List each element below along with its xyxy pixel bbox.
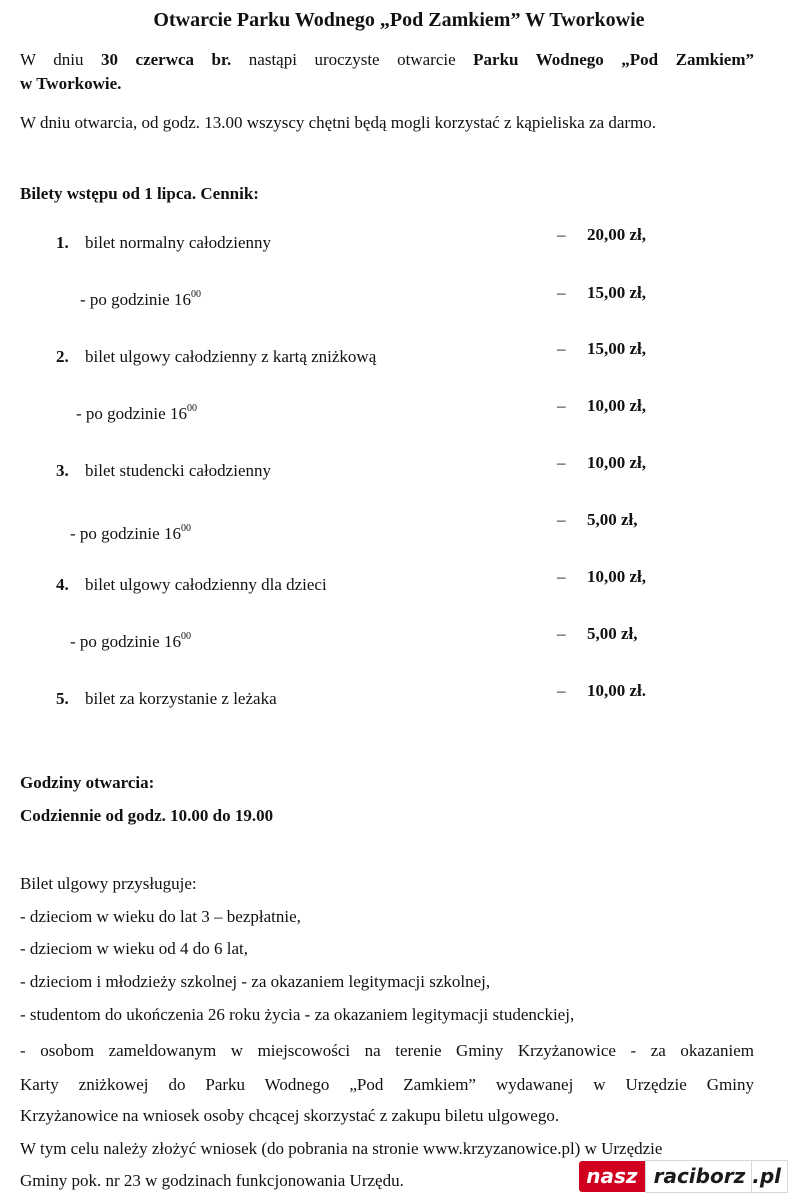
intro-paragraph: W dniu 30 czerwca br. nastąpi uroczyste otwarcie Parku Wodnego „Pod Zamkiem”	[20, 50, 755, 69]
ticket-row-label: 2. bilet ulgowy całodzienny z kartą zniżkową	[56, 347, 377, 366]
discount-item: - dzieciom w wieku do lat 3 – bezpłatnie,	[20, 907, 301, 926]
ticket-row-label: 3. bilet studencki całodzienny	[56, 461, 271, 480]
after-16-price: – 15,00 zł,	[557, 283, 647, 302]
discount-heading: Bilet ulgowy przysługuje:	[20, 874, 197, 893]
discount-item: - dzieciom i młodzieży szkolnej - za okazaniem legitymacji szkolnej,	[20, 972, 491, 991]
ticket-row-price: – 20,00 zł,	[557, 225, 647, 244]
after-16-label: - po godzinie $16^{00}$	[80, 289, 201, 309]
discount-item: - dzieciom w wieku od 4 do 6 lat,	[20, 939, 249, 958]
ticket-row-price: – 10,00 zł.	[557, 681, 647, 700]
discount-item: - osobom zameldowanym w miejscowości na terenie Gminy Krzyżanowice - za okazaniem	[20, 1041, 754, 1060]
after-16-label: - po godzinie $16^{00}$	[76, 403, 197, 423]
after-16-price: – 5,00 zł,	[557, 624, 638, 643]
after-16-label: - po godzinie $16^{00}$	[70, 523, 191, 543]
ticket-row-price: – 15,00 zł,	[557, 339, 647, 358]
after-16-label: - po godzinie $16^{00}$	[70, 631, 191, 651]
after-16-price: – 10,00 zł,	[557, 396, 647, 415]
after-16-price: – 5,00 zł,	[557, 510, 638, 529]
ticket-row-label: 1. bilet normalny całodzienny	[56, 233, 271, 252]
intro-paragraph-end: w Tworkowie.	[20, 74, 122, 93]
free-entry-note: W dniu otwarcia, od godz. 13.00 wszyscy chętni będą mogli korzystać z kąpieliska za darmo.	[20, 113, 657, 132]
ticket-row-label: 4. bilet ulgowy całodzienny dla dzieci	[56, 575, 327, 594]
ticket-row-price: – 10,00 zł,	[557, 453, 647, 472]
site-logo: nasz raciborz .pl	[579, 1160, 788, 1192]
discount-item: Karty zniżkowej do Parku Wodnego „Pod Zamkiem” wydawanej w Urzędzie Gminy	[20, 1075, 754, 1094]
discount-item: Krzyżanowice na wniosek osoby chcącej skorzystać z zakupu biletu ulgowego.	[20, 1106, 560, 1125]
application-note: Gminy pok. nr 23 w godzinach funkcjonowania Urzędu.	[20, 1171, 404, 1190]
opening-hours-heading: Godziny otwarcia:	[20, 773, 155, 792]
ticket-row-label: 5. bilet za korzystanie z leżaka	[56, 689, 277, 708]
application-note: W tym celu należy złożyć wniosek (do pobrania na stronie www.krzyzanowice.pl) w Urzędzie	[20, 1139, 663, 1158]
discount-item: - studentom do ukończenia 26 roku życia - za okazaniem legitymacji studenckiej,	[20, 1005, 575, 1024]
price-list-heading: Bilety wstępu od 1 lipca. Cennik:	[20, 184, 259, 203]
opening-hours-text: Codziennie od godz. 10.00 do 19.00	[20, 806, 274, 825]
document-title: Otwarcie Parku Wodnego „Pod Zamkiem” W Tworkowie	[153, 9, 645, 31]
ticket-row-price: – 10,00 zł,	[557, 567, 647, 586]
